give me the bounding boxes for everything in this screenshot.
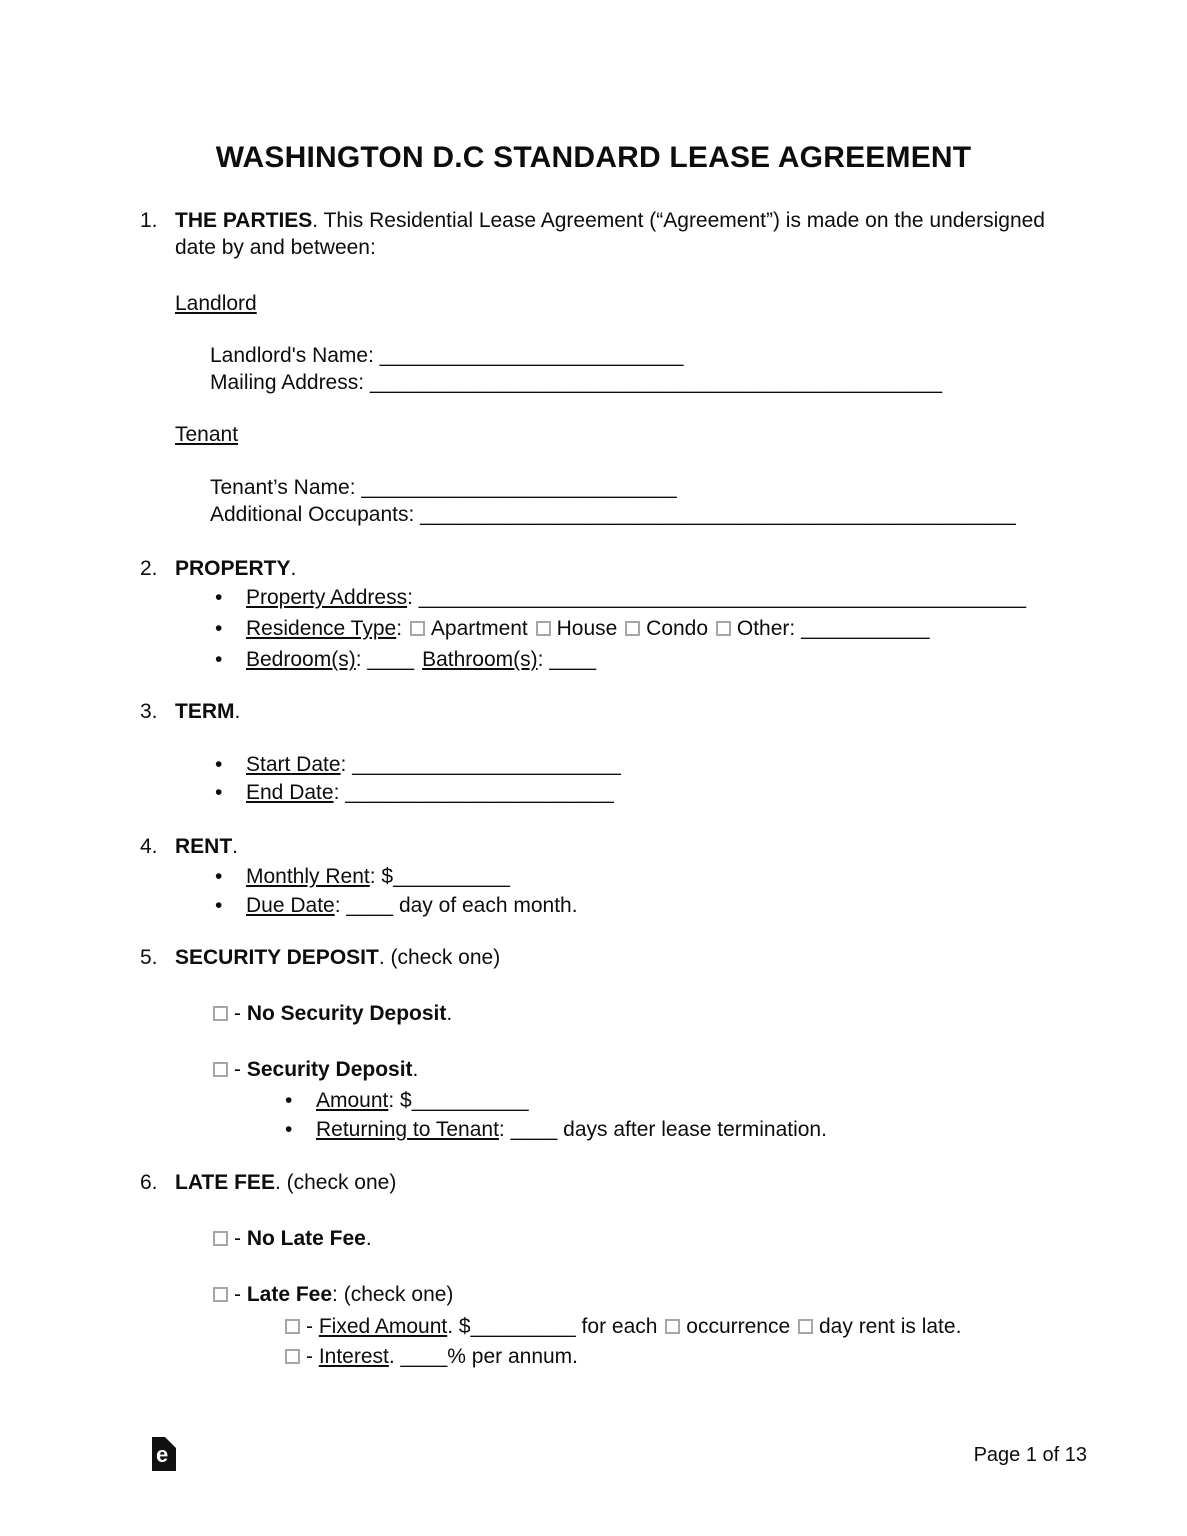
fixed-amount-blank[interactable]: _________ [470, 1315, 576, 1338]
due-date-row [140, 891, 1045, 920]
bedrooms-blank[interactable]: ____ [367, 648, 415, 671]
fixed-amount-label: Fixed Amount [318, 1315, 448, 1338]
fixed-amount-row [140, 1312, 1045, 1342]
tenant-subheading-label: Tenant [175, 423, 239, 446]
no-late-fee-checkbox[interactable] [213, 1231, 228, 1246]
returning-days-blank[interactable]: ____ [510, 1118, 558, 1141]
security-deposit-checkbox[interactable] [213, 1062, 228, 1077]
occurrence-checkbox[interactable] [665, 1319, 680, 1334]
page-number-label: Page 1 of 13 [973, 1444, 1087, 1466]
dash: - [306, 1345, 319, 1368]
rent-heading: RENT [175, 835, 233, 858]
property-heading-period: . [290, 557, 297, 580]
colon: : [355, 648, 368, 671]
section-security-deposit-heading [140, 944, 1045, 971]
apartment-option-label: Apartment [430, 617, 534, 640]
late-fee-row [140, 1281, 1045, 1308]
separator: : $ [388, 1089, 412, 1112]
landlord-subheading-label: Landlord [175, 292, 257, 315]
section-number: 5. [140, 946, 158, 969]
apartment-checkbox[interactable] [410, 621, 425, 636]
fixed-amount-mid: for each [575, 1315, 664, 1338]
mailing-address-row [140, 369, 1045, 396]
deposit-amount-label: Amount [316, 1089, 389, 1112]
other-checkbox[interactable] [716, 621, 731, 636]
due-date-label: Due Date [246, 894, 335, 917]
house-option-label: House [556, 617, 624, 640]
mailing-address-label: Mailing Address: [210, 371, 370, 394]
interest-suffix: % per annum. [447, 1345, 579, 1368]
section-late-fee-heading [140, 1169, 1045, 1196]
bedrooms-label: Bedroom(s) [246, 648, 356, 671]
colon: : [396, 617, 408, 640]
no-late-fee-row [140, 1225, 1045, 1252]
security-deposit-heading: SECURITY DEPOSIT [175, 946, 379, 969]
term-heading-period: . [234, 700, 241, 723]
bullet-icon: • [215, 753, 223, 776]
tenant-name-label: Tenant’s Name: [210, 476, 362, 499]
fixed-amount-checkbox[interactable] [285, 1319, 300, 1334]
colon: : [407, 586, 419, 609]
tenant-subheading [140, 421, 1045, 448]
residence-type-label: Residence Type [246, 617, 397, 640]
term-heading: TERM [175, 700, 235, 723]
separator: . $ [447, 1315, 471, 1338]
bullet-icon: • [215, 586, 223, 609]
returning-to-tenant-label: Returning to Tenant [316, 1118, 499, 1141]
other-blank[interactable]: ___________ [801, 617, 930, 640]
bathrooms-blank[interactable]: ____ [549, 648, 597, 671]
bullet-icon: • [215, 648, 223, 671]
landlord-subheading [140, 290, 1045, 317]
residence-type-row [140, 613, 1045, 644]
landlord-name-blank[interactable]: __________________________ [379, 344, 684, 367]
monthly-rent-blank[interactable]: __________ [393, 865, 510, 888]
start-date-row [140, 751, 1045, 779]
section-number: 3. [140, 700, 158, 723]
colon: : [537, 648, 550, 671]
bullet-icon: • [215, 865, 223, 888]
colon: : [333, 781, 346, 804]
interest-blank[interactable]: ____ [400, 1345, 448, 1368]
bullet-icon: • [215, 781, 223, 804]
parties-intro-text: . This Residential Lease Agreement (“Agreement”) is made on the undersigned date by and between: [175, 209, 1045, 259]
interest-checkbox[interactable] [285, 1349, 300, 1364]
period: . [446, 1002, 453, 1025]
period: . [412, 1058, 419, 1081]
monthly-rent-label: Monthly Rent [246, 865, 370, 888]
deposit-amount-blank[interactable]: __________ [411, 1089, 529, 1112]
section-term-heading [140, 698, 1045, 725]
dash: - [234, 1058, 247, 1081]
colon: : [340, 753, 353, 776]
other-option-label: Other: [736, 617, 802, 640]
page-title: WASHINGTON D.C STANDARD LEASE AGREEMENT [215, 141, 972, 174]
end-date-label: End Date [246, 781, 334, 804]
end-date-row [140, 779, 1045, 807]
start-date-blank[interactable]: _______________________ [352, 753, 621, 776]
property-address-label: Property Address [246, 586, 408, 609]
landlord-name-label: Landlord's Name: [210, 344, 380, 367]
occurrence-label: occurrence [686, 1315, 796, 1338]
dash: - [306, 1315, 319, 1338]
parties-intro [175, 207, 1045, 261]
dash: - [234, 1002, 247, 1025]
no-security-deposit-label: No Security Deposit [246, 1002, 447, 1025]
condo-checkbox[interactable] [625, 621, 640, 636]
separator: : [498, 1118, 511, 1141]
tenant-name-blank[interactable]: ___________________________ [361, 476, 677, 499]
security-deposit-row [140, 1056, 1045, 1083]
eforms-logo-icon [152, 1437, 176, 1471]
interest-label: Interest [318, 1345, 389, 1368]
section-parties-heading [140, 207, 1045, 261]
bullet-icon: • [215, 617, 223, 640]
end-date-blank[interactable]: _______________________ [345, 781, 614, 804]
section-rent-heading [140, 833, 1045, 860]
mailing-address-blank[interactable]: _________________________________________________ [369, 371, 943, 394]
condo-option-label: Condo [646, 617, 714, 640]
separator: : $ [369, 865, 394, 888]
dash: - [234, 1283, 247, 1306]
check-one-note: . (check one) [378, 946, 501, 969]
bedrooms-bathrooms-row [140, 644, 1045, 675]
section-property-heading [140, 555, 1045, 582]
dash: - [234, 1227, 247, 1250]
late-fee-suffix: : (check one) [332, 1283, 454, 1306]
check-one-note: . (check one) [274, 1171, 397, 1194]
day-rent-late-label: day rent is late. [819, 1315, 962, 1338]
section-number: 6. [140, 1171, 158, 1194]
late-fee-checkbox[interactable] [213, 1287, 228, 1302]
bullet-icon: • [285, 1089, 293, 1112]
additional-occupants-label: Additional Occupants: [210, 503, 421, 526]
section-number: 2. [140, 557, 158, 580]
rent-heading-period: . [232, 835, 239, 858]
separator: : [334, 894, 347, 917]
additional-occupants-blank[interactable]: ___________________________________________________ [420, 503, 1016, 526]
late-fee-heading: LATE FEE [175, 1171, 275, 1194]
no-security-deposit-row [140, 1000, 1045, 1027]
house-checkbox[interactable] [536, 621, 551, 636]
property-address-blank[interactable]: ____________________________________________________ [418, 586, 1027, 609]
separator: . [388, 1345, 401, 1368]
document-body [140, 207, 1045, 1372]
late-fee-label: Late Fee [246, 1283, 333, 1306]
returning-to-tenant-row [140, 1115, 1045, 1144]
due-date-blank[interactable]: ____ [346, 894, 394, 917]
bullet-icon: • [215, 894, 223, 917]
logo-letter: e [156, 1442, 169, 1467]
period: . [365, 1227, 372, 1250]
day-rent-late-checkbox[interactable] [798, 1319, 813, 1334]
due-date-suffix: day of each month. [393, 894, 578, 917]
deposit-amount-row [140, 1086, 1045, 1115]
bathrooms-label: Bathroom(s) [422, 648, 538, 671]
additional-occupants-row [140, 501, 1045, 528]
no-security-deposit-checkbox[interactable] [213, 1006, 228, 1021]
bullet-icon: • [285, 1118, 293, 1141]
landlord-name-row [140, 342, 1045, 369]
tenant-name-row [140, 474, 1045, 501]
security-deposit-label: Security Deposit [246, 1058, 413, 1081]
interest-row [140, 1342, 1045, 1372]
start-date-label: Start Date [246, 753, 341, 776]
no-late-fee-label: No Late Fee [246, 1227, 366, 1250]
monthly-rent-row [140, 862, 1045, 891]
section-number: 4. [140, 835, 158, 858]
property-heading: PROPERTY [175, 557, 291, 580]
parties-heading: THE PARTIES [175, 209, 313, 232]
returning-suffix: days after lease termination. [557, 1118, 827, 1141]
section-number: 1. [140, 209, 158, 232]
property-address-row [140, 582, 1045, 613]
